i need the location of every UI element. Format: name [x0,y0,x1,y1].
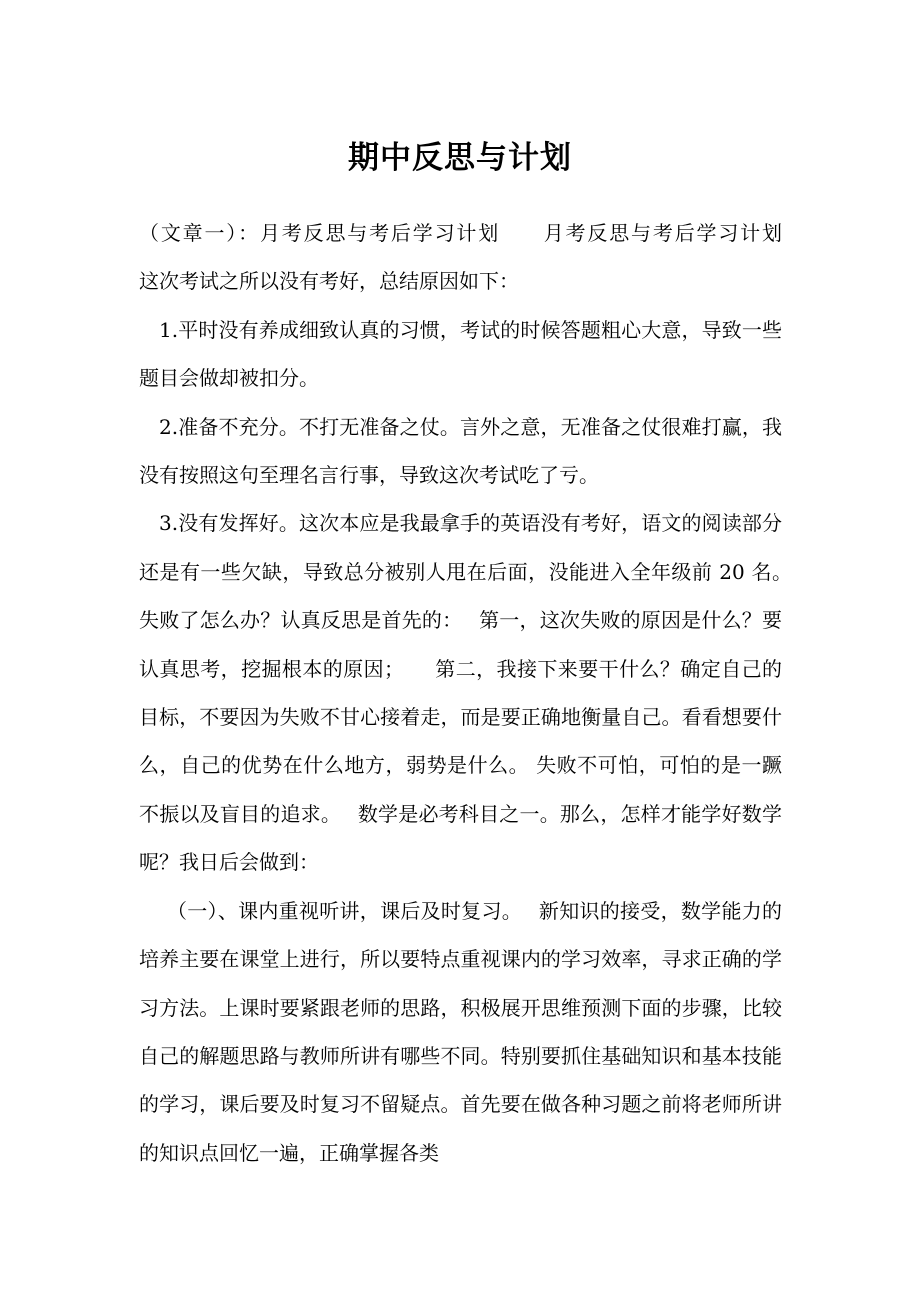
paragraph-point-1: 1.平时没有养成细致认真的习惯，考试的时候答题粗心大意，导致一些题目会做却被扣分。 [139,317,782,391]
document-body [139,209,822,1177]
paragraph-section-1: （一）、课内重视听讲，课后及时复习。 新知识的接受，数学能力的培养主要在课堂上进行，所以要特点重视课内的学习效率，寻求正确的学习方法。上课时要紧跟老师的思路，积极展开思维预测下面的步骤，比较自己的解题思路与教师所讲有哪些不同。特别要抓住基础知识和基本技能的学习，课后要及时复习不留疑点。首先要在做各种习题之前将老师所讲的知识点回忆一遍，正确掌握各类 [139,898,782,1165]
paragraph-intro: （文章一）：月考反思与考后学习计划 月考反思与考后学习计划 这次考试之所以没有考好，总结原因如下： [139,221,822,294]
paragraph-point-2: 2.准备不充分。不打无准备之仗。言外之意，无准备之仗很难打赢，我没有按照这句至理名言行事，导致这次考试吃了亏。 [139,414,782,488]
paragraph-point-3: 3.没有发挥好。这次本应是我最拿手的英语没有考好，语文的阅读部分还是有一些欠缺，导致总分被别人甩在后面，没能进入全年级前 20 名。 失败了怎么办？认真反思是首先的： 第一，这次失败的原因是什么？要认真思考，挖掘根本的原因； 第二，我接下来要干什么？确定自己的目标，不要因为失败不甘心接着走，而是要正确地衡量自己。看看想要什么，自己的优势在什么地方，弱势是什么。 失败不可怕，可怕的是一蹶不振以及盲目的追求。 数学是必考科目之一。那么，怎样才能学好数学呢？我日后会做到： [139,511,809,875]
document-title: 期中反思与计划 [348,139,572,176]
